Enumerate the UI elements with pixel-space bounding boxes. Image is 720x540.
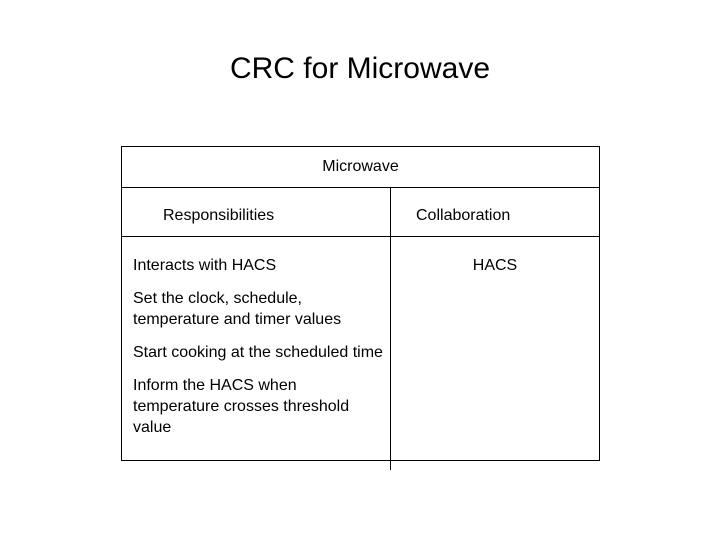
- responsibilities-list: [133, 255, 383, 450]
- slide-title: CRC for Microwave: [229, 52, 491, 85]
- collaborators-list: [391, 255, 599, 276]
- responsibility-item: Inform the HACS when temperature crosses threshold value: [133, 377, 350, 436]
- responsibilities-label: Responsibilities: [163, 207, 275, 224]
- responsibility-item: Interacts with HACS: [133, 257, 277, 274]
- column-divider: [390, 188, 391, 470]
- class-name: Microwave: [322, 158, 399, 175]
- responsibility-item: Set the clock, schedule, temperature and timer values: [133, 290, 342, 328]
- responsibility-item: Start cooking at the scheduled time: [133, 344, 383, 361]
- crc-card: [121, 146, 600, 461]
- class-header: [122, 147, 599, 188]
- collaborator-item: HACS: [472, 257, 518, 274]
- column-header-row: [122, 188, 599, 237]
- collaboration-label: Collaboration: [416, 207, 511, 224]
